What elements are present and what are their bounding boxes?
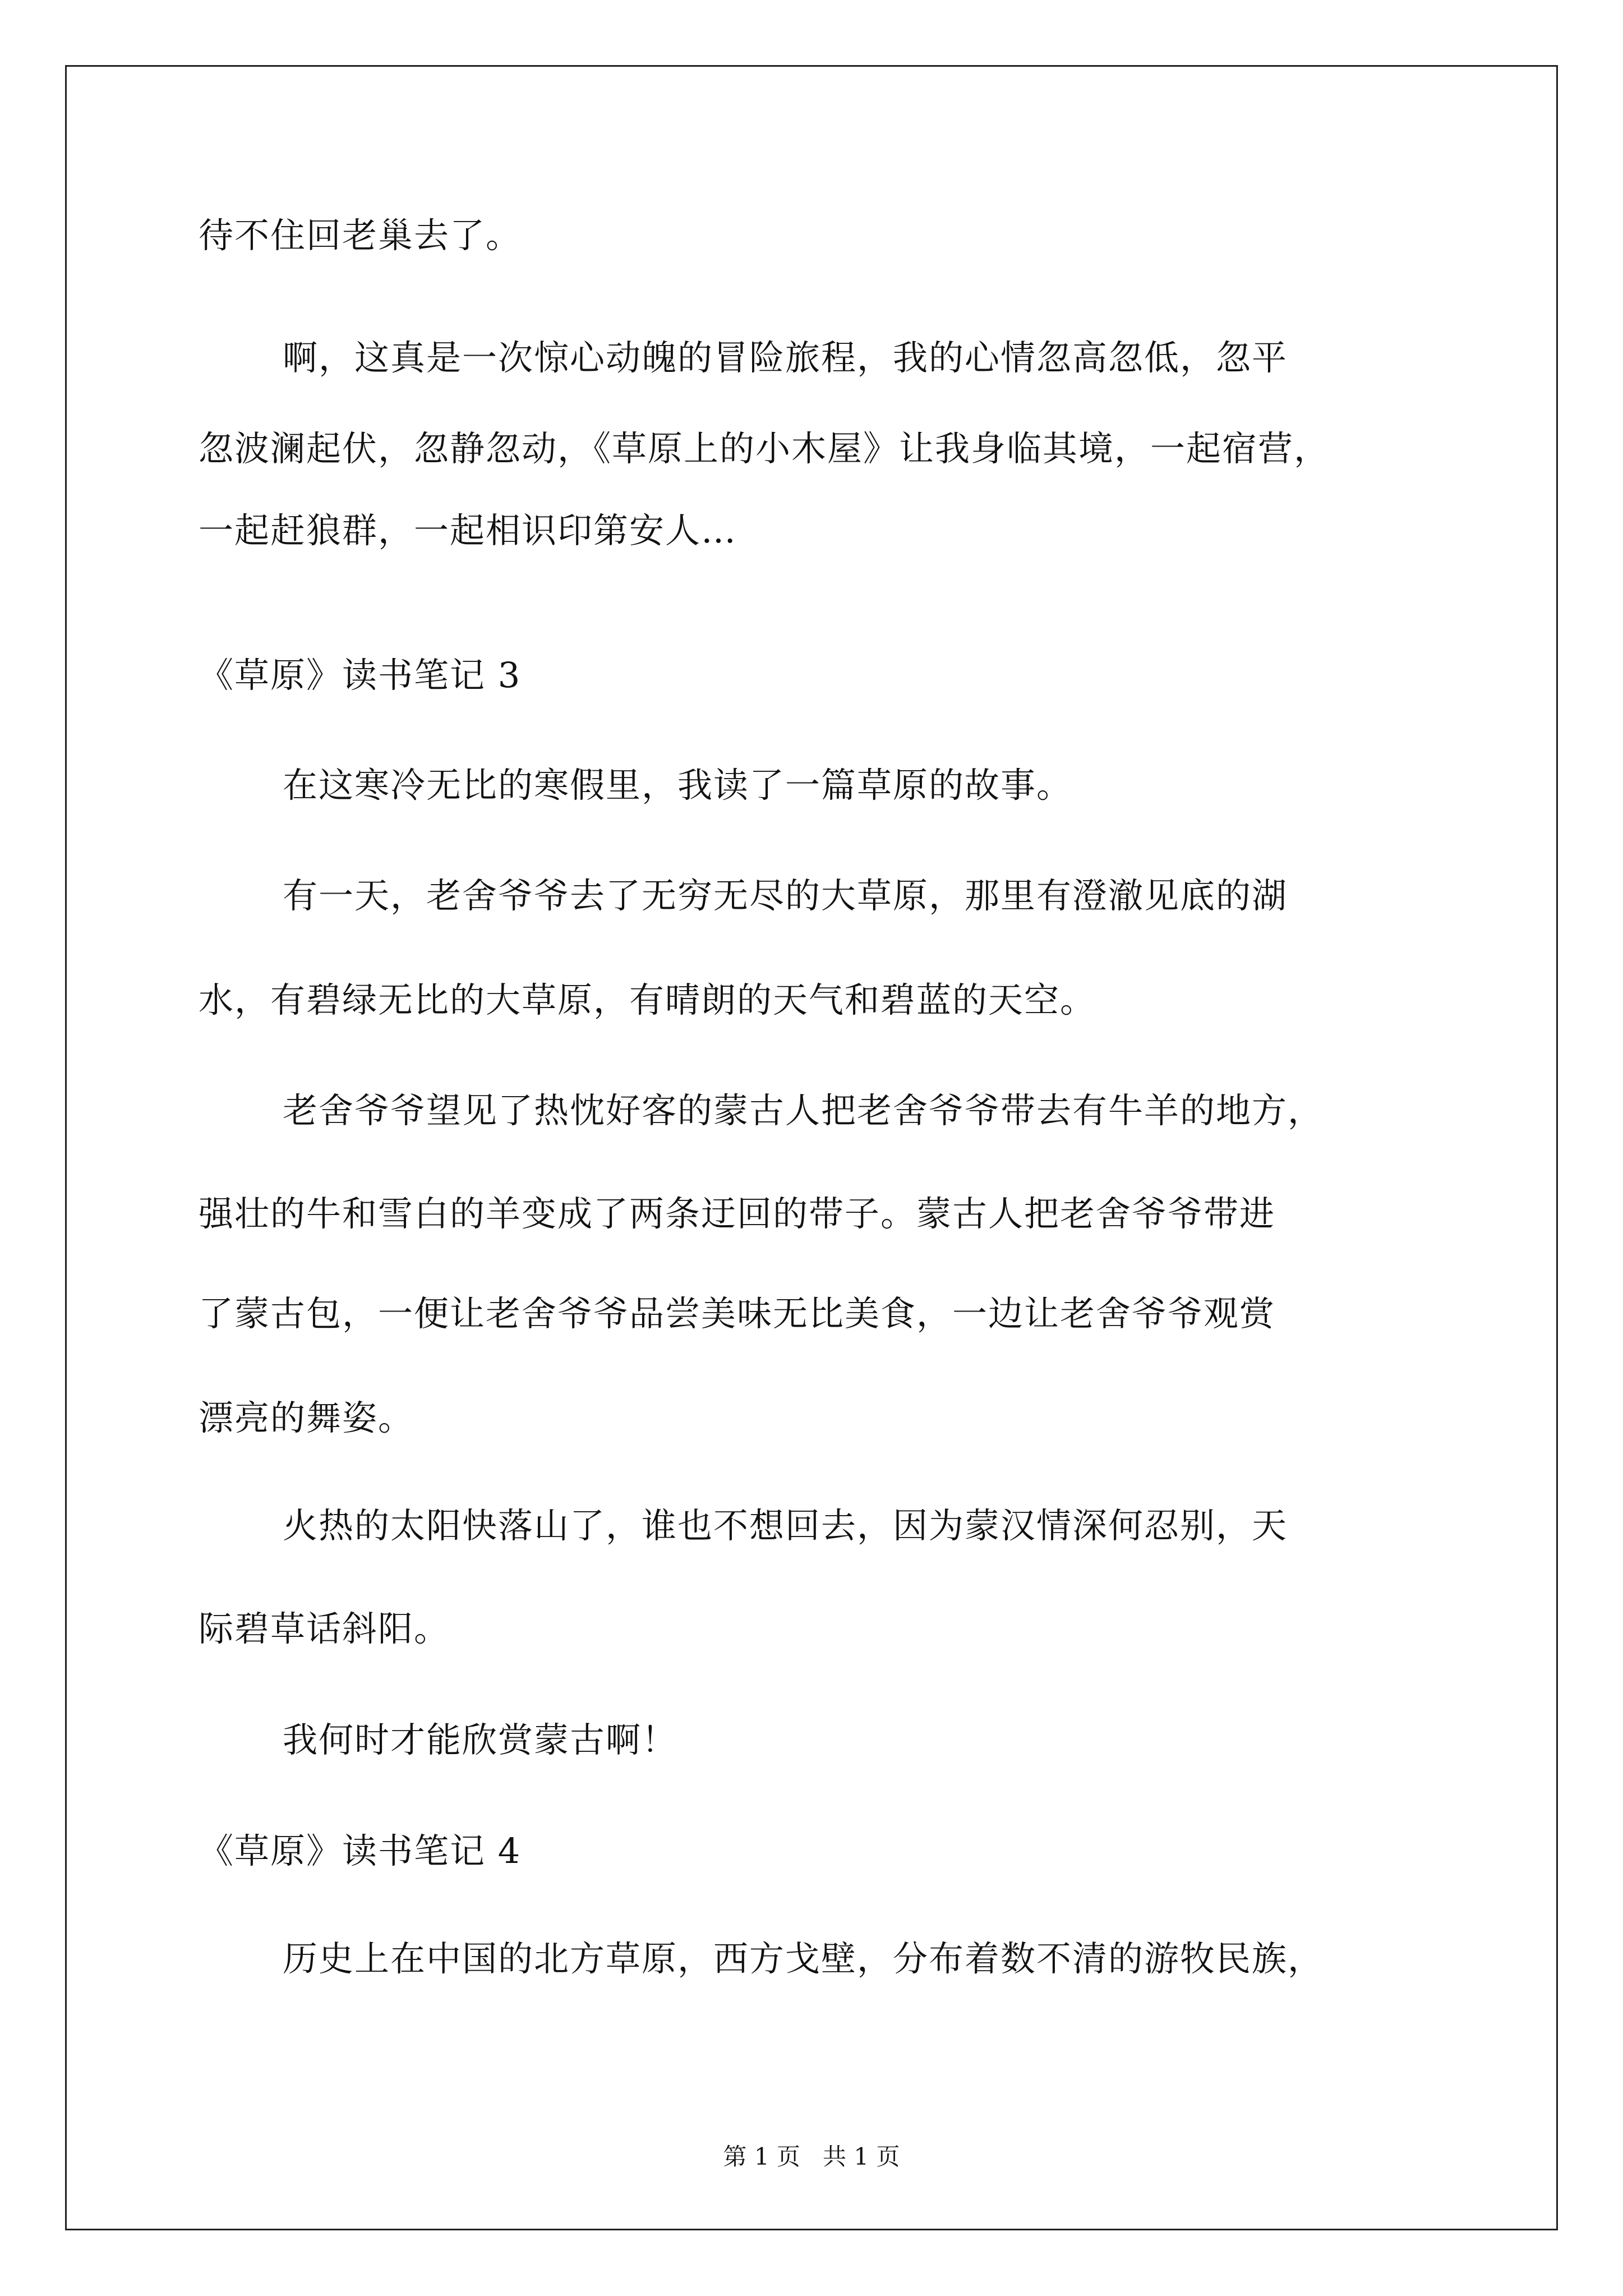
paragraph-line: 我何时才能欣赏蒙古啊！ (283, 1719, 678, 1760)
paragraph-line: 水，有碧绿无比的大草原，有晴朗的天气和碧蓝的天空。 (199, 979, 1096, 1020)
section-heading: 《草原》读书笔记 4 (199, 1830, 522, 1871)
paragraph-line: 了蒙古包，一便让老舍爷爷品尝美味无比美食，一边让老舍爷爷观赏 (199, 1293, 1276, 1334)
page-footer: 第 1 页 共 1 页 (723, 2143, 900, 2170)
paragraph-line: 忽波澜起伏，忽静忽动，《草原上的小木屋》让我身临其境，一起宿营， (199, 428, 1330, 469)
paragraph-line: 老舍爷爷望见了热忱好客的蒙古人把老舍爷爷带去有牛羊的地方， (283, 1090, 1324, 1131)
section-heading: 《草原》读书笔记 3 (199, 655, 522, 696)
paragraph-line: 一起赶狼群，一起相识印第安人… (199, 510, 737, 551)
paragraph-line: 强壮的牛和雪白的羊变成了两条迂回的带子。蒙古人把老舍爷爷带进 (199, 1193, 1276, 1234)
paragraph-line: 历史上在中国的北方草原，西方戈壁，分布着数不清的游牧民族， (283, 1938, 1324, 1979)
paragraph-line: 有一天，老舍爷爷去了无穷无尽的大草原，那里有澄澈见底的湖 (283, 875, 1288, 916)
paragraph-line: 漂亮的舞姿。 (199, 1397, 414, 1438)
page-border (65, 65, 1558, 2230)
paragraph-line: 待不住回老巢去了。 (199, 215, 522, 256)
paragraph-line: 火热的太阳快落山了，谁也不想回去，因为蒙汉情深何忍别，天 (283, 1505, 1288, 1546)
paragraph-line: 在这寒冷无比的寒假里，我读了一篇草原的故事。 (283, 765, 1073, 806)
paragraph-line: 际碧草话斜阳。 (199, 1608, 450, 1649)
paragraph-line: 啊，这真是一次惊心动魄的冒险旅程，我的心情忽高忽低，忽平 (283, 337, 1288, 378)
